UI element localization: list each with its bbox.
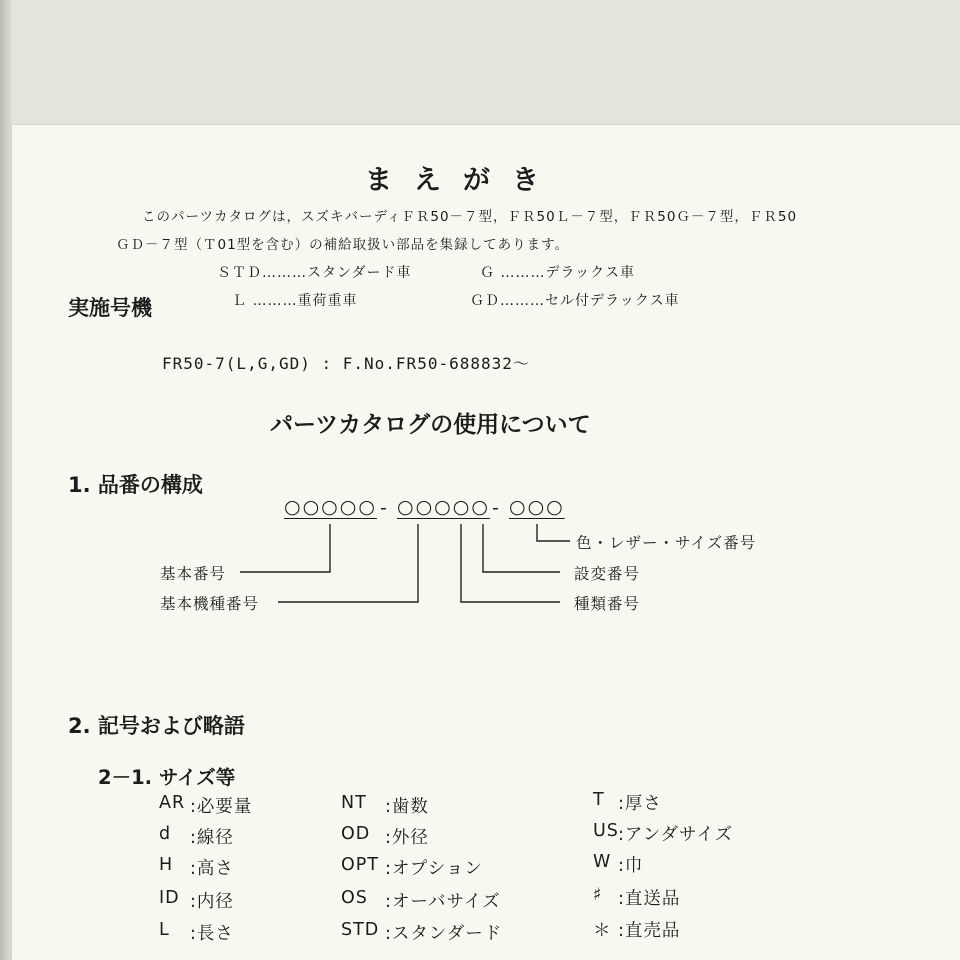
abbr-meaning: :長さ <box>190 924 234 944</box>
section-2-heading: 2. 記号および略語 <box>68 714 245 738</box>
abbr-meaning: :外径 <box>385 828 429 848</box>
abbr-code: OD <box>341 824 371 844</box>
abbr-code: STD <box>341 920 380 940</box>
abbr-code: d <box>159 824 172 844</box>
label-base-model: 基本機種番号 <box>160 595 260 613</box>
abbr-code: ＊ <box>593 921 612 941</box>
code-dash-1: - <box>380 497 387 519</box>
variant-gd: ＧＤ………セル付デラックス車 <box>470 293 680 309</box>
abbr-code: ♯ <box>593 885 603 905</box>
code-group-3: ○○○ <box>509 496 565 518</box>
abbr-code: US <box>593 821 619 841</box>
abbr-meaning: :歯数 <box>385 797 429 817</box>
preface-title: まえがき <box>365 165 561 196</box>
abbr-meaning: :線径 <box>190 828 234 848</box>
abbr-meaning: :内径 <box>190 892 234 912</box>
abbr-meaning: :直送品 <box>618 889 681 909</box>
abbr-code: OPT <box>341 855 380 875</box>
code-dash-2: - <box>492 497 499 519</box>
code-group-2: ○○○○○ <box>397 496 490 518</box>
variant-g: Ｇ ………デラックス車 <box>480 265 636 281</box>
abbr-meaning: :オプション <box>385 859 483 879</box>
abbr-code: W <box>593 852 612 872</box>
variant-l: Ｌ ………重荷重車 <box>232 293 358 309</box>
variant-std: ＳＴＤ………スタンダード車 <box>217 265 412 281</box>
abbr-meaning: :アンダサイズ <box>618 825 734 845</box>
abbr-meaning: :直売品 <box>618 921 681 941</box>
abbr-code: OS <box>341 888 368 908</box>
preface-line-1: このパーツカタログは，スズキバーディＦＲ50－７型，ＦＲ50Ｌ－７型，ＦＲ50Ｇ－７型，ＦＲ50 <box>142 209 798 225</box>
section-2-1-heading: 2－1. サイズ等 <box>98 766 236 789</box>
code-group-1: ○○○○○ <box>284 496 377 518</box>
section-1-heading: 1. 品番の構成 <box>68 473 203 497</box>
usage-title: パーツカタログの使用について <box>270 412 591 438</box>
frame-number: FR50-7(L,G,GD) : F.No.FR50-688832～ <box>162 354 530 373</box>
abbr-meaning: :オーバサイズ <box>385 892 501 912</box>
implemented-label: 実施号機 <box>68 296 152 320</box>
label-design-change: 設変番号 <box>574 565 641 583</box>
label-color-number: 色・レザー・サイズ番号 <box>576 534 757 552</box>
abbr-code: ID <box>159 888 180 908</box>
abbr-code: AR <box>159 793 186 813</box>
abbr-meaning: :必要量 <box>190 797 253 817</box>
abbr-meaning: :巾 <box>618 856 644 876</box>
abbr-code: NT <box>341 793 367 813</box>
label-kind-number: 種類番号 <box>574 595 641 613</box>
abbr-meaning: :高さ <box>190 859 234 879</box>
label-base-number: 基本番号 <box>160 565 227 583</box>
abbr-code: L <box>159 920 170 940</box>
abbr-code: T <box>593 790 605 810</box>
abbr-meaning: :スタンダード <box>385 924 503 944</box>
preface-line-2: ＧＤ－７型（Ｔ01型を含む）の補給取扱い部品を集録してあります。 <box>116 237 570 253</box>
abbr-code: H <box>159 855 174 875</box>
abbr-meaning: :厚さ <box>618 794 662 814</box>
